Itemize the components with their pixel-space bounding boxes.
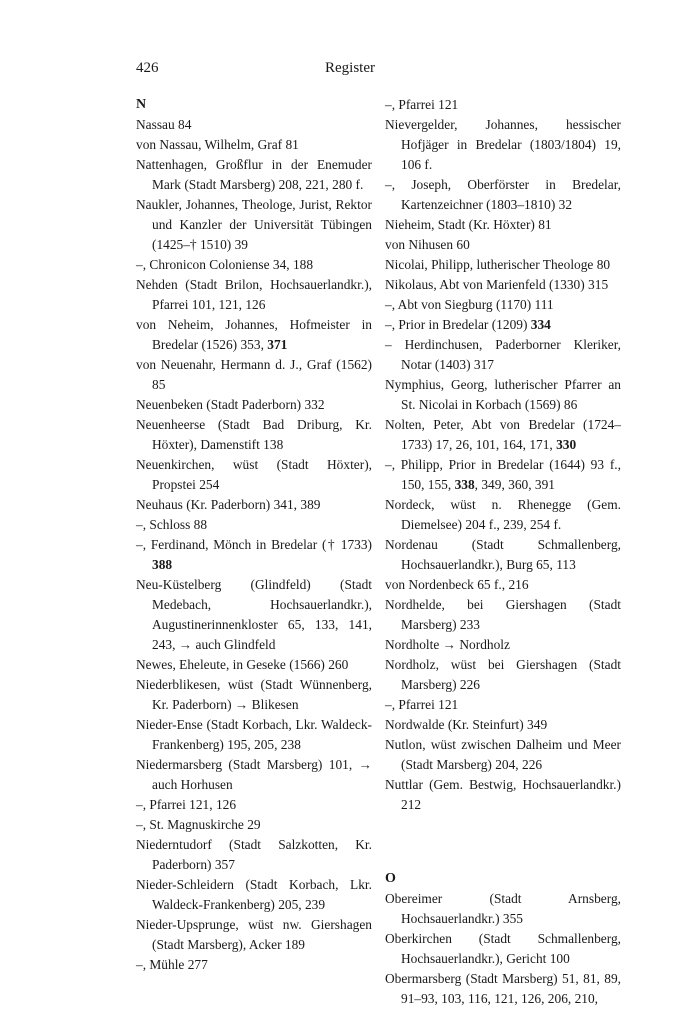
index-entry: Naukler, Johannes, Theologe, Jurist, Rektor und Kanzler der Universität Tübingen (1425–† 1510) 39: [136, 197, 372, 252]
index-entry: von Neheim, Johannes, Hofmeister in Bredelar (1526) 353, 371: [136, 317, 372, 352]
index-entry: von Nassau, Wilhelm, Graf 81: [136, 137, 299, 152]
right-entry-list-o: [385, 889, 621, 1009]
page-header: [0, 60, 700, 82]
index-entry: –, Philipp, Prior in Bredelar (1644) 93 f., 150, 155, 338, 349, 360, 391: [385, 457, 621, 492]
index-entry: –, Ferdinand, Mönch in Bredelar († 1733) 388: [136, 537, 372, 572]
index-entry: Nikolaus, Abt von Marienfeld (1330) 315: [385, 277, 609, 292]
section-letter-o: O: [385, 871, 396, 886]
index-entry: –, Mühle 277: [136, 957, 208, 972]
index-entry: Nieder-Upsprunge, wüst nw. Giershagen (Stadt Marsberg), Acker 189: [136, 917, 372, 952]
index-entry: –, Schloss 88: [136, 517, 208, 532]
page-number: 426: [136, 60, 159, 76]
index-entry: –, Pfarrei 121: [385, 697, 459, 712]
index-entry: Nuttlar (Gem. Bestwig, Hochsauerlandkr.) 212: [385, 777, 621, 812]
index-entry: von Nihusen 60: [385, 237, 470, 252]
index-entry: Nievergelder, Johannes, hessischer Hofjäger in Bredelar (1803/1804) 19, 106 f.: [385, 117, 621, 172]
index-entry: Neuenheerse (Stadt Bad Driburg, Kr. Höxter), Damenstift 138: [136, 417, 372, 452]
left-entry-list: [136, 115, 372, 975]
section-letter-n: N: [136, 97, 147, 112]
index-entry: –, Pfarrei 121: [385, 97, 459, 112]
index-entry: Neuenbeken (Stadt Paderborn) 332: [136, 397, 325, 412]
index-entry: –, Abt von Siegburg (1170) 111: [385, 297, 554, 312]
index-entry: Niederblikesen, wüst (Stadt Wünnenberg, Kr. Paderborn) → Blikesen: [136, 677, 372, 712]
index-entry: Nicolai, Philipp, lutherischer Theologe 80: [385, 257, 611, 272]
index-entry: von Neuenahr, Hermann d. J., Graf (1562) 85: [136, 357, 372, 392]
index-entry: Nieder-Schleidern (Stadt Korbach, Lkr. Waldeck-Frankenberg) 205, 239: [136, 877, 372, 912]
index-entry: Nordholte → Nordholz: [385, 637, 510, 652]
index-entry: Niederntudorf (Stadt Salzkotten, Kr. Paderborn) 357: [136, 837, 372, 872]
index-entry: Nordwalde (Kr. Steinfurt) 349: [385, 717, 548, 732]
index-entry: –, Prior in Bredelar (1209) 334: [385, 317, 551, 332]
left-column: [136, 95, 372, 975]
index-entry: Nordhelde, bei Giershagen (Stadt Marsberg) 233: [385, 597, 621, 632]
index-entry: –, Chronicon Coloniense 34, 188: [136, 257, 314, 272]
index-entry: Nordholz, wüst bei Giershagen (Stadt Marsberg) 226: [385, 657, 621, 692]
index-entry: Neu-Küstelberg (Glindfeld) (Stadt Medebach, Hochsauerlandkr.), Augustinerinnenkloster 65, 133, 141, 243, → auch Glindfeld: [136, 577, 372, 652]
index-entry: Nordenau (Stadt Schmallenberg, Hochsauerlandkr.), Burg 65, 113: [385, 537, 621, 572]
index-entry: Nieder-Ense (Stadt Korbach, Lkr. Waldeck-Frankenberg) 195, 205, 238: [136, 717, 372, 752]
index-entry: Nassau 84: [136, 117, 192, 132]
index-entry: Oberkirchen (Stadt Schmallenberg, Hochsauerlandkr.), Gericht 100: [385, 931, 621, 966]
running-head: Register: [325, 60, 375, 76]
right-column: [385, 95, 621, 1009]
index-entry: Neuenkirchen, wüst (Stadt Höxter), Propstei 254: [136, 457, 372, 492]
index-entry: Nieheim, Stadt (Kr. Höxter) 81: [385, 217, 552, 232]
index-entry: Obermarsberg (Stadt Marsberg) 51, 81, 89, 91–93, 103, 116, 121, 126, 206, 210,: [385, 971, 621, 1006]
index-entry: Nymphius, Georg, lutherischer Pfarrer an St. Nicolai in Korbach (1569) 86: [385, 377, 621, 412]
index-entry: Nordeck, wüst n. Rhenegge (Gem. Diemelsee) 204 f., 239, 254 f.: [385, 497, 621, 532]
index-entry: –, Pfarrei 121, 126: [136, 797, 237, 812]
index-entry: Nehden (Stadt Brilon, Hochsauerlandkr.), Pfarrei 101, 121, 126: [136, 277, 372, 312]
index-entry: Niedermarsberg (Stadt Marsberg) 101, → auch Horhusen: [136, 757, 372, 792]
index-entry: –, St. Magnuskirche 29: [136, 817, 261, 832]
index-entry: Nolten, Peter, Abt von Bredelar (1724–1733) 17, 26, 101, 164, 171, 330: [385, 417, 621, 452]
index-entry: Neuhaus (Kr. Paderborn) 341, 389: [136, 497, 321, 512]
right-entry-list-n: [385, 95, 621, 815]
index-entry: Obereimer (Stadt Arnsberg, Hochsauerlandkr.) 355: [385, 891, 621, 926]
section-gap: [385, 815, 621, 869]
index-entry: – Herdinchusen, Paderborner Kleriker, Notar (1403) 317: [385, 337, 621, 372]
index-entry: Newes, Eheleute, in Geseke (1566) 260: [136, 657, 349, 672]
index-entry: Nutlon, wüst zwischen Dalheim und Meer (Stadt Marsberg) 204, 226: [385, 737, 621, 772]
index-entry: Nattenhagen, Großflur in der Enemuder Mark (Stadt Marsberg) 208, 221, 280 f.: [136, 157, 372, 192]
index-entry: –, Joseph, Oberförster in Bredelar, Kartenzeichner (1803–1810) 32: [385, 177, 621, 212]
index-entry: von Nordenbeck 65 f., 216: [385, 577, 529, 592]
